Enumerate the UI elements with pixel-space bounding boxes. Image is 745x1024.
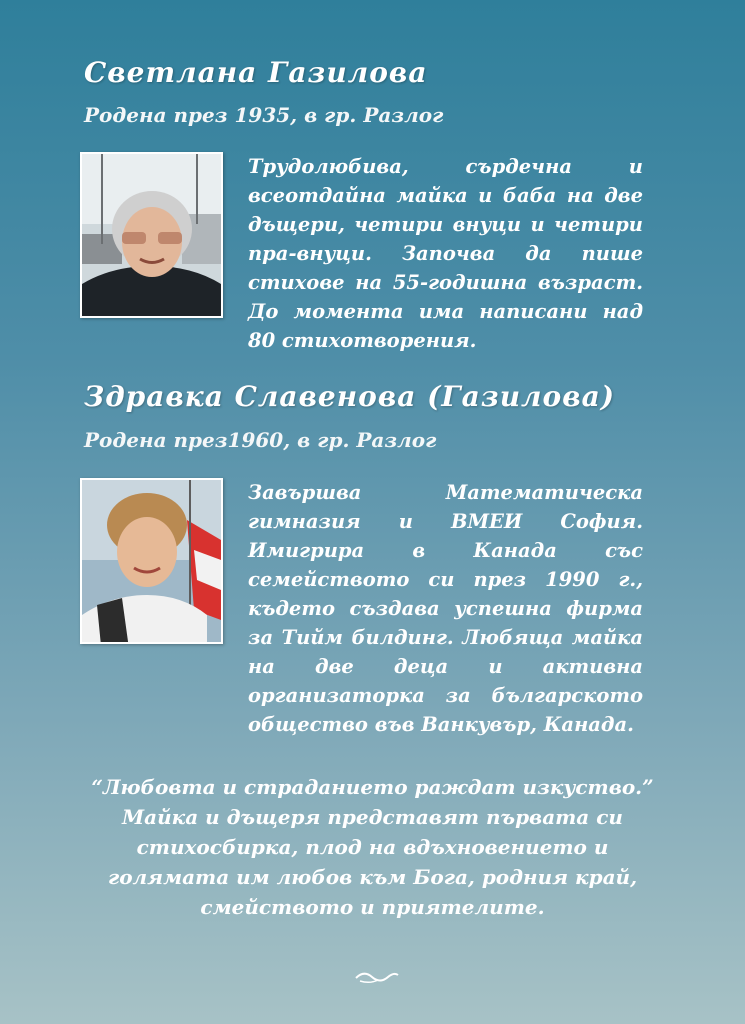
person1-birth: Родена през 1935, в гр. Разлог: [84, 103, 444, 127]
portrait-image-2: [82, 480, 221, 644]
person2-name: Здравка Славенова (Газилова): [84, 380, 616, 413]
person2-bio: Завършва Математическа гимназия и ВМЕИ София. Имигрира в Канада със семейството си през 1990 г., където създава успешна фирма за Тийм билдинг. Любяща майка на две деца и активна организаторка за българското общество във Ванкувър, Канада.: [248, 481, 643, 736]
portrait-image-1: [82, 154, 221, 316]
person1-photo: [80, 152, 223, 318]
quote-line: стихосбирка, плод на вдъхновението и: [136, 835, 609, 859]
quote-line: голямата им любов към Бога, родния край,: [107, 865, 638, 889]
flourish-ornament-icon: [352, 966, 402, 988]
person2-birth: Родена през1960, в гр. Разлог: [84, 428, 437, 452]
quote-line: смейството и приятелите.: [200, 895, 545, 919]
person1-bio: Трудолюбива, сърдечна и всеотдайна майка и баба на две дъщери, четири внуци и четири пра-внуци. Започва да пише стихове на 55-годишна възраст. До момента има написани над 80 стихотворения.: [248, 155, 643, 352]
quote-line: “Любовта и страданието раждат изкуство.”: [91, 775, 654, 799]
person2-photo: [80, 478, 223, 644]
person1-name: Светлана Газилова: [84, 56, 428, 89]
closing-quote: [70, 772, 675, 922]
quote-line: Майка и дъщеря представят първата си: [122, 805, 623, 829]
